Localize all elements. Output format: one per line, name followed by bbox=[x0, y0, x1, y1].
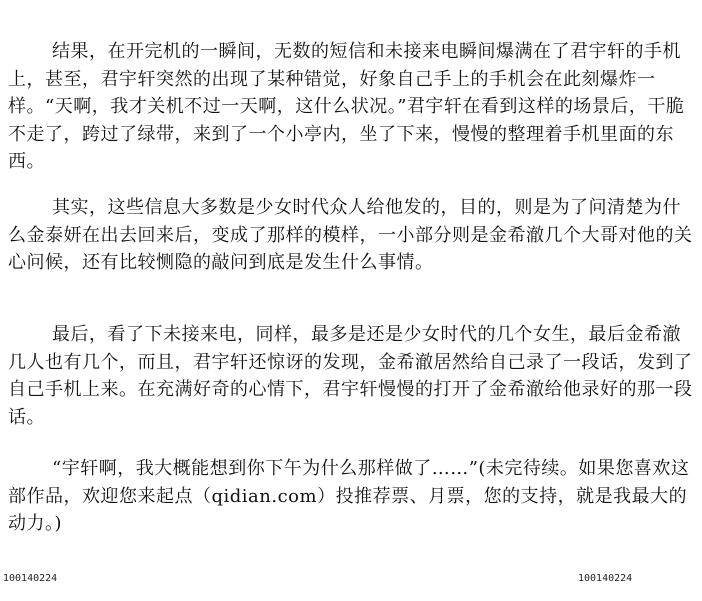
paragraph-4 bbox=[8, 455, 694, 538]
paragraph-3-text: 最后，看了下未接来电，同样，最多是还是少女时代的几个女生，最后金希澈几人也有几个，而且，君宇轩还惊讶的发现，金希澈居然给自己录了一段话，发到了自己手机上来。在充满好奇的心情下，君宇轩慢慢的打开了金希澈给他录好的那一段话。 bbox=[8, 324, 693, 428]
paragraph-3 bbox=[8, 321, 694, 431]
footer-code-right: 100140224 bbox=[578, 573, 633, 584]
footer-code-left: 100140224 bbox=[3, 573, 58, 584]
paragraph-4-text: “宇轩啊，我大概能想到你下午为什么那样做了……”(未完待续。如果您喜欢这部作品，欢迎您来起点（qidian.com）投推荐票、月票，您的支持，就是我最大的动力。) bbox=[8, 458, 690, 534]
paragraph-2-text: 其实，这些信息大多数是少女时代众人给他发的，目的，则是为了问清楚为什么金泰妍在出去回来后，变成了那样的模样，一小部分则是金希澈几个大哥对他的关心问候，还有比较恻隐的敲问到底是发生什么事情。 bbox=[8, 197, 693, 273]
paragraph-1-text: 结果，在开完机的一瞬间，无数的短信和未接来电瞬间爆满在了君宇轩的手机上，甚至，君宇轩突然的出现了某种错觉，好象自己手上的手机会在此刻爆炸一样。“天啊，我才关机不过一天啊，这什么状况。”君宇轩在看到这样的场景后，干脆不走了，跨过了绿带，来到了一个小亭内，坐了下来，慢慢的整理着手机里面的东西。 bbox=[8, 41, 685, 172]
paragraph-1 bbox=[8, 38, 694, 176]
paragraph-2 bbox=[8, 194, 694, 277]
